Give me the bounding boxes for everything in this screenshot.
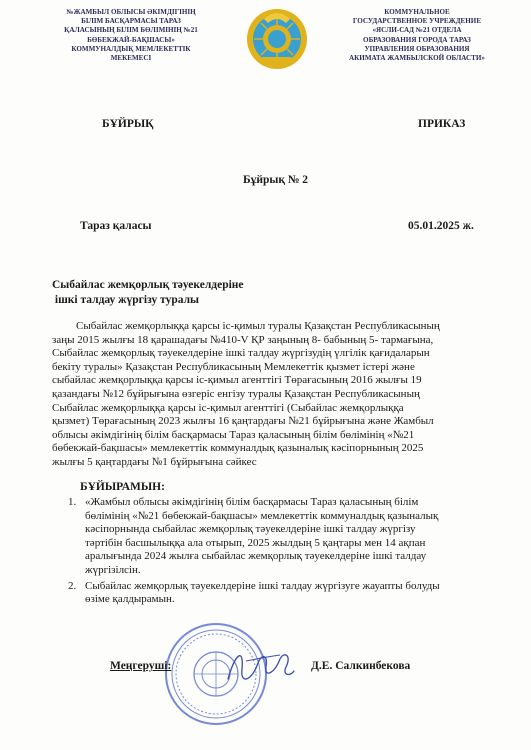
preamble-line: Сыбайлас жемқорлыққа қарсы іс-қимыл агенттігі (Сыбайлас жемқорлыққа bbox=[52, 401, 404, 414]
preamble-paragraph bbox=[52, 320, 492, 470]
city: Тараз қаласы bbox=[80, 220, 152, 232]
list-item-number: 2. bbox=[68, 579, 77, 592]
list-item bbox=[60, 580, 500, 607]
list-item-line: аралығында 2024 жылға сыбайлас жемқорлық тәуекелдеріне ішкі талдау bbox=[85, 550, 427, 563]
org-name-ru-line: УПРАВЛЕНИЯ ОБРАЗОВАНИЯ bbox=[364, 44, 470, 53]
decree-label: БҰЙЫРАМЫН: bbox=[80, 481, 165, 493]
org-name-kz-line: ҚАЛАСЫНЫҢ БІЛІМ БӨЛІМІНІҢ №21 bbox=[64, 26, 198, 35]
doc-title-kz: БҰЙРЫҚ bbox=[102, 118, 154, 130]
org-name-ru-line: КОММУНАЛЬНОЕ bbox=[384, 8, 450, 16]
list-item-line: кәсіпорнында сыбайлас жемқорлық тәуекелдеріне ішкі талдау жүргізу bbox=[85, 523, 416, 536]
signatory-title: Меңгеруші: bbox=[110, 660, 172, 672]
preamble-line: бекіту туралы» Қазақстан Республикасының Мемлекеттік қызмет істері және bbox=[52, 360, 415, 373]
org-name-ru-line: ОБРАЗОВАНИЯ ГОРОДА ТАРАЗ bbox=[363, 35, 471, 44]
org-name-kz bbox=[42, 8, 220, 63]
list-item-line: тәртібін басшылыққа ала отырып, 2025 жылдың 5 қаңтары мен 14 ақпан bbox=[85, 536, 426, 549]
order-date: 05.01.2025 ж. bbox=[408, 220, 474, 232]
list-item-number: 1. bbox=[68, 496, 77, 508]
preamble-line: облысы әкімдігінің білім басқармасы Тараз қаласының білім бөлімінің «№21 bbox=[52, 428, 415, 441]
handwritten-signature-icon bbox=[222, 641, 298, 693]
org-name-ru-line: АКИМАТА ЖАМБЫЛСКОЙ ОБЛАСТИ» bbox=[349, 54, 485, 63]
decree-list bbox=[60, 496, 500, 609]
list-item-line: бөлімінің «№21 бөбекжай-бақшасы» мемлекеттік коммуналдық қазыналық bbox=[85, 509, 439, 522]
kazakhstan-emblem-icon bbox=[244, 5, 310, 71]
order-subject bbox=[52, 278, 244, 308]
doc-title-ru: ПРИКАЗ bbox=[418, 118, 466, 130]
preamble-line: қызмет) Төрағасының 2023 жылғы 16 қаңтардағы №21 бұйрығына және Жамбыл bbox=[52, 415, 434, 428]
org-name-kz-line: БӨБЕКЖАЙ-БАҚШАСЫ» bbox=[87, 35, 175, 44]
preamble-line: Сыбайлас жемқорлық тәуекелдеріне ішкі талдау жүргізудің үлгілік қағидаларын bbox=[52, 347, 430, 360]
list-item-line: өзіме қалдырамын. bbox=[85, 593, 175, 606]
signatory-name: Д.Е. Салкинбекова bbox=[311, 660, 411, 672]
preamble-line: қазандағы №12 бұйрығына өзгеріс енгізу туралы Қазақстан Республикасының bbox=[52, 387, 420, 400]
preamble-line: заңы 2015 жылғы 18 қарашадағы №410-V ҚР заңының 8- бабының 5- тармағына, bbox=[52, 333, 434, 346]
list-item bbox=[60, 496, 500, 578]
org-name-ru bbox=[322, 8, 512, 63]
org-name-kz-line: №ЖАМБЫЛ ОБЛЫСЫ ӘКІМДІГІНІҢ bbox=[66, 8, 196, 16]
list-item-line: «Жамбыл облысы әкімдігінің білім басқармасы Тараз қаласының білім bbox=[85, 496, 419, 508]
org-name-ru-line: ГОСУДАРСТВЕННОЕ УЧРЕЖДЕНИЕ bbox=[352, 17, 482, 26]
org-name-kz-line: МЕКЕМЕСІ bbox=[110, 54, 152, 63]
org-name-kz-line: КОММУНАЛДЫҚ МЕМЛЕКЕТТІК bbox=[71, 44, 191, 53]
subject-line: Сыбайлас жемқорлық тәуекелдеріне bbox=[52, 279, 244, 291]
org-name-ru-line: «ЯСЛИ-САД №21 ОТДЕЛА bbox=[372, 26, 462, 35]
preamble-line: бөбекжай-бақшасы» мемлекеттік коммуналдық қазыналық кәсіпорнының 2025 bbox=[52, 442, 424, 455]
list-item-line: жүргізілсін. bbox=[85, 563, 141, 576]
subject-line: ішкі талдау жүргізу туралы bbox=[52, 294, 200, 306]
preamble-line: Сыбайлас жемқорлыққа қарсы іс-қимыл туралы Қазақстан Республикасының bbox=[76, 320, 440, 332]
preamble-line: жылғы 5 қаңтардағы №1 бұйрығына сәйкес bbox=[52, 455, 257, 468]
order-number: Бұйрық № 2 bbox=[243, 174, 309, 186]
preamble-line: сыбайлас жемқорлыққа қарсы іс-қимыл агенттігі Төрағасының 2016 жылғы 19 bbox=[52, 374, 422, 387]
list-item-line: Сыбайлас жемқорлық тәуекелдеріне ішкі талдау жүргізуге жауапты болуды bbox=[85, 579, 440, 592]
org-name-kz-line: БІЛІМ БАСҚАРМАСЫ ТАРАЗ bbox=[81, 17, 181, 26]
